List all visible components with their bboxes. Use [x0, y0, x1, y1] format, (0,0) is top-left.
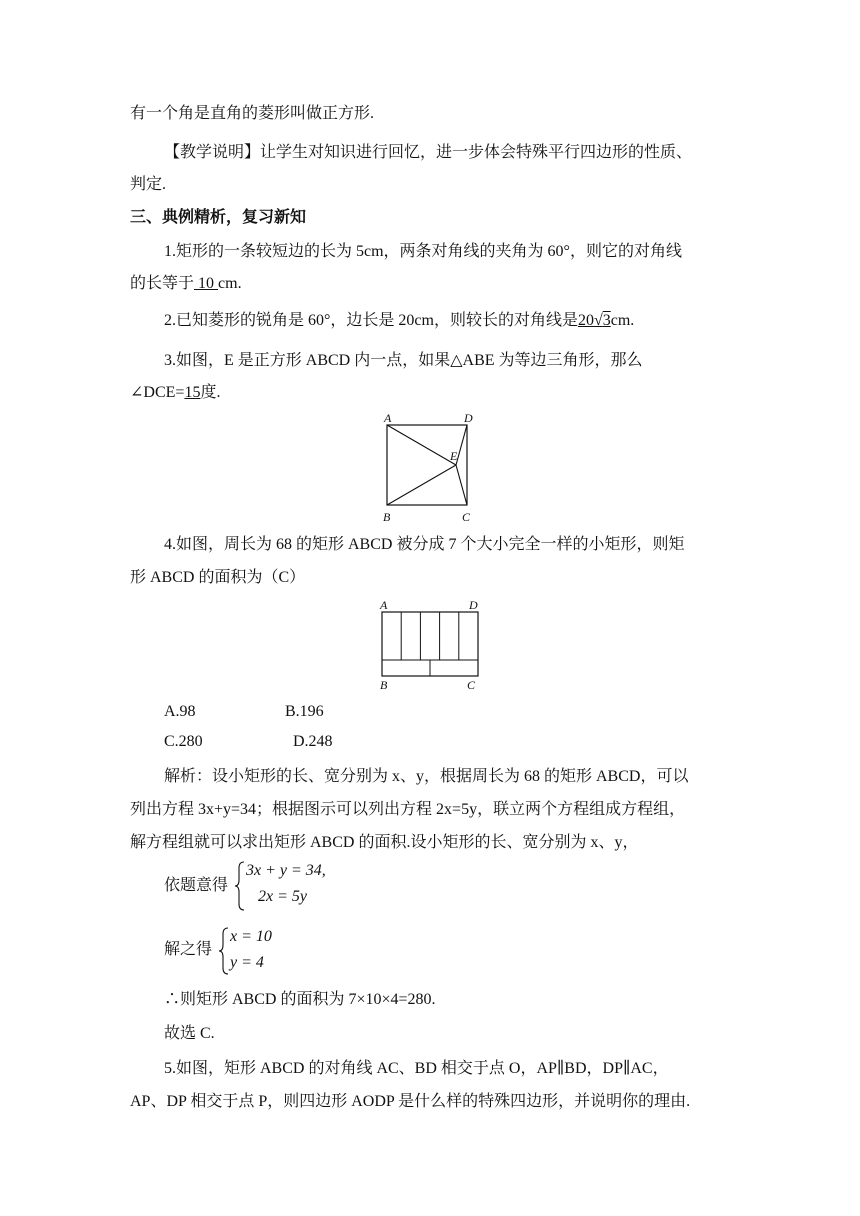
label-d: D — [464, 411, 473, 425]
solution-line: 列出方程 3x+y=34；根据图示可以列出方程 2x=5y，联立两个方程组成方程组， — [130, 801, 686, 818]
question-5-cont: AP、DP 相交于点 P，则四边形 AODP 是什么样的特殊四边形，并说明你的理由. — [130, 1093, 691, 1110]
segment-be — [387, 465, 456, 505]
q2-answer-coef: 20 — [577, 312, 594, 329]
section-heading: 三、典例精析，复习新知 — [130, 209, 307, 226]
label-d: D — [469, 598, 478, 612]
label-b: B — [383, 510, 391, 524]
solution-y: y = 4 — [230, 954, 264, 971]
label-b: B — [380, 678, 388, 692]
solution-line: 解方程组就可以求出矩形 ABCD 的面积.设小矩形的长、宽分别为 x、y， — [130, 834, 639, 851]
option-b: B.196 — [285, 703, 324, 720]
question-3-cont — [130, 383, 220, 403]
question-3: 3.如图，E 是正方形 ABCD 内一点，如果△ABE 为等边三角形，那么 — [164, 352, 643, 369]
equation-1: 3x + y = 34, — [246, 862, 326, 879]
left-brace-icon — [234, 860, 246, 912]
label-c: C — [467, 678, 476, 692]
rectangle-figure — [372, 596, 488, 692]
solution-line: 解析：设小矩形的长、宽分别为 x、y，根据周长为 68 的矩形 ABCD，可以 — [164, 768, 689, 785]
question-4: 4.如图，周长为 68 的矩形 ABCD 被分成 7 个大小完全一样的小矩形，则矩 — [164, 536, 685, 553]
label-c: C — [462, 510, 471, 524]
question-2 — [164, 311, 634, 331]
equation-2: 2x = 5y — [258, 888, 307, 905]
option-c: C.280 — [164, 733, 203, 750]
label-e: E — [450, 449, 458, 463]
q1-answer: 10 — [194, 275, 219, 292]
q1-unit: cm. — [218, 275, 242, 292]
option-d: D.248 — [293, 733, 333, 750]
question-4-cont: 形 ABCD 的面积为（C） — [130, 569, 306, 586]
q3-answer: 15 — [184, 384, 201, 401]
sqrt-sign: √ — [593, 312, 603, 329]
q2-answer — [578, 312, 611, 329]
square-figure — [378, 410, 482, 528]
segment-ae — [387, 425, 456, 465]
segment-ce — [456, 465, 467, 505]
q2-text: 2.已知菱形的锐角是 60°，边长是 20cm，则较长的对角线是 — [164, 312, 578, 329]
area-result: ∴则矩形 ABCD 的面积为 7×10×4=280. — [164, 991, 436, 1008]
question-1-cont — [130, 274, 242, 294]
system-label: 解之得 — [164, 941, 213, 958]
question-5: 5.如图，矩形 ABCD 的对角线 AC、BD 相交于点 O，AP∥BD，DP∥AC， — [164, 1060, 669, 1077]
left-brace-icon — [218, 926, 230, 976]
q2-unit: cm. — [610, 312, 635, 329]
label-a: A — [380, 598, 388, 612]
text-line: 有一个角是直角的菱形叫做正方形. — [130, 105, 375, 122]
option-a: A.98 — [164, 703, 196, 720]
segment-de — [456, 425, 467, 465]
q3-text: ∠DCE= — [130, 384, 185, 401]
teaching-note: 【教学说明】让学生对知识进行回忆，进一步体会特殊平行四边形的性质、 — [164, 144, 693, 161]
label-a: A — [384, 411, 392, 425]
question-1: 1.矩形的一条较短边的长为 5cm，两条对角线的夹角为 60°，则它的对角线 — [164, 243, 682, 260]
solution-x: x = 10 — [230, 928, 272, 945]
q2-answer-radicand: 3 — [602, 312, 611, 329]
answer-choice: 故选 C. — [164, 1025, 215, 1042]
system-label: 依题意得 — [164, 877, 229, 894]
q3-unit: 度. — [200, 384, 221, 401]
q1-text: 的长等于 — [130, 275, 195, 292]
text-line: 判定. — [130, 176, 167, 193]
